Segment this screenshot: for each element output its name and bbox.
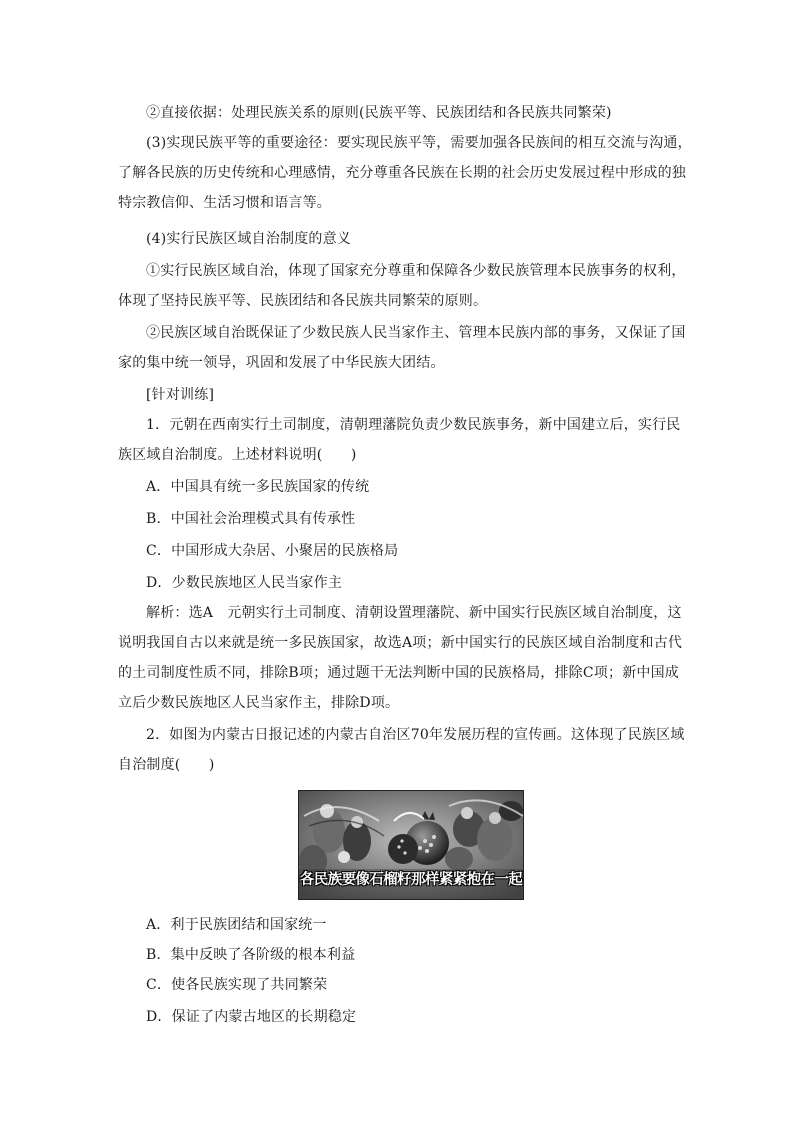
paragraph-equality-approach-line3: 特宗教信仰、生活习惯和语言等。 xyxy=(118,195,331,211)
question-1-stem-line1: 1．元朝在西南实行土司制度，清朝理藩院负责少数民族事务，新中国建立后，实行民 xyxy=(146,417,681,433)
question-2-option-c: C．使各民族实现了共同繁荣 xyxy=(146,977,328,993)
paragraph-equality-approach-line1: (3)实现民族平等的重要途径：要实现民族平等，需要加强各民族间的相互交流与沟通， xyxy=(146,135,692,151)
poster-caption: 各民族要像石榴籽那样紧紧抱在一起 xyxy=(299,872,523,888)
question-1-stem-line2: 族区域自治制度。上述材料说明( ) xyxy=(118,447,357,463)
paragraph-significance-1-line2: 体现了坚持民族平等、民族团结和各民族共同繁荣的原则。 xyxy=(118,293,488,309)
question-1-analysis-line3: 的土司制度性质不同，排除B项；通过题干无法判断中国的民族格局，排除C项；新中国成 xyxy=(118,665,679,681)
question-1-option-a: A．中国具有统一多民族国家的传统 xyxy=(146,479,370,495)
propaganda-poster-image xyxy=(298,790,524,900)
paragraph-significance-1-line1: ①实行民族区域自治，体现了国家充分尊重和保障各少数民族管理本民族事务的权利， xyxy=(146,263,686,279)
question-1-option-b: B．中国社会治理模式具有传承性 xyxy=(146,511,356,527)
subheading-autonomy-significance: (4)实行民族区域自治制度的意义 xyxy=(146,231,352,247)
question-1-analysis-line1: 解析：选A 元朝实行土司制度、清朝设置理藩院、新中国实行民族区域自治制度，这 xyxy=(146,605,682,621)
question-2-option-b: B．集中反映了各阶级的根本利益 xyxy=(146,947,356,963)
question-1-option-d: D．少数民族地区人民当家作主 xyxy=(146,575,343,591)
question-1-analysis-line4: 立后少数民族地区人民当家作主，排除D项。 xyxy=(118,695,400,711)
question-2-option-d: D．保证了内蒙古地区的长期稳定 xyxy=(146,1009,357,1025)
paragraph-direct-basis: ②直接依据：处理民族关系的原则(民族平等、民族团结和各民族共同繁荣) xyxy=(146,105,612,121)
question-1-analysis-line2: 说明我国自古以来就是统一多民族国家，故选A项；新中国实行的民族区域自治制度和古代 xyxy=(118,635,683,651)
paragraph-significance-2-line1: ②民族区域自治既保证了少数民族人民当家作主、管理本民族内部的事务，又保证了国 xyxy=(146,325,686,341)
paragraph-equality-approach-line2: 了解各民族的历史传统和心理感情，充分尊重各民族在长期的社会历史发展过程中形成的独 xyxy=(118,165,686,181)
section-heading-practice: [针对训练] xyxy=(146,387,215,403)
question-2-stem-line1: 2．如图为内蒙古日报记述的内蒙古自治区70年发展历程的宣传画。这体现了民族区域 xyxy=(146,727,685,743)
paragraph-significance-2-line2: 家的集中统一领导，巩固和发展了中华民族大团结。 xyxy=(118,355,445,371)
question-2-option-a: A．利于民族团结和国家统一 xyxy=(146,917,327,933)
question-1-option-c: C．中国形成大杂居、小聚居的民族格局 xyxy=(146,543,399,559)
question-2-stem-line2: 自治制度( ) xyxy=(118,757,215,773)
